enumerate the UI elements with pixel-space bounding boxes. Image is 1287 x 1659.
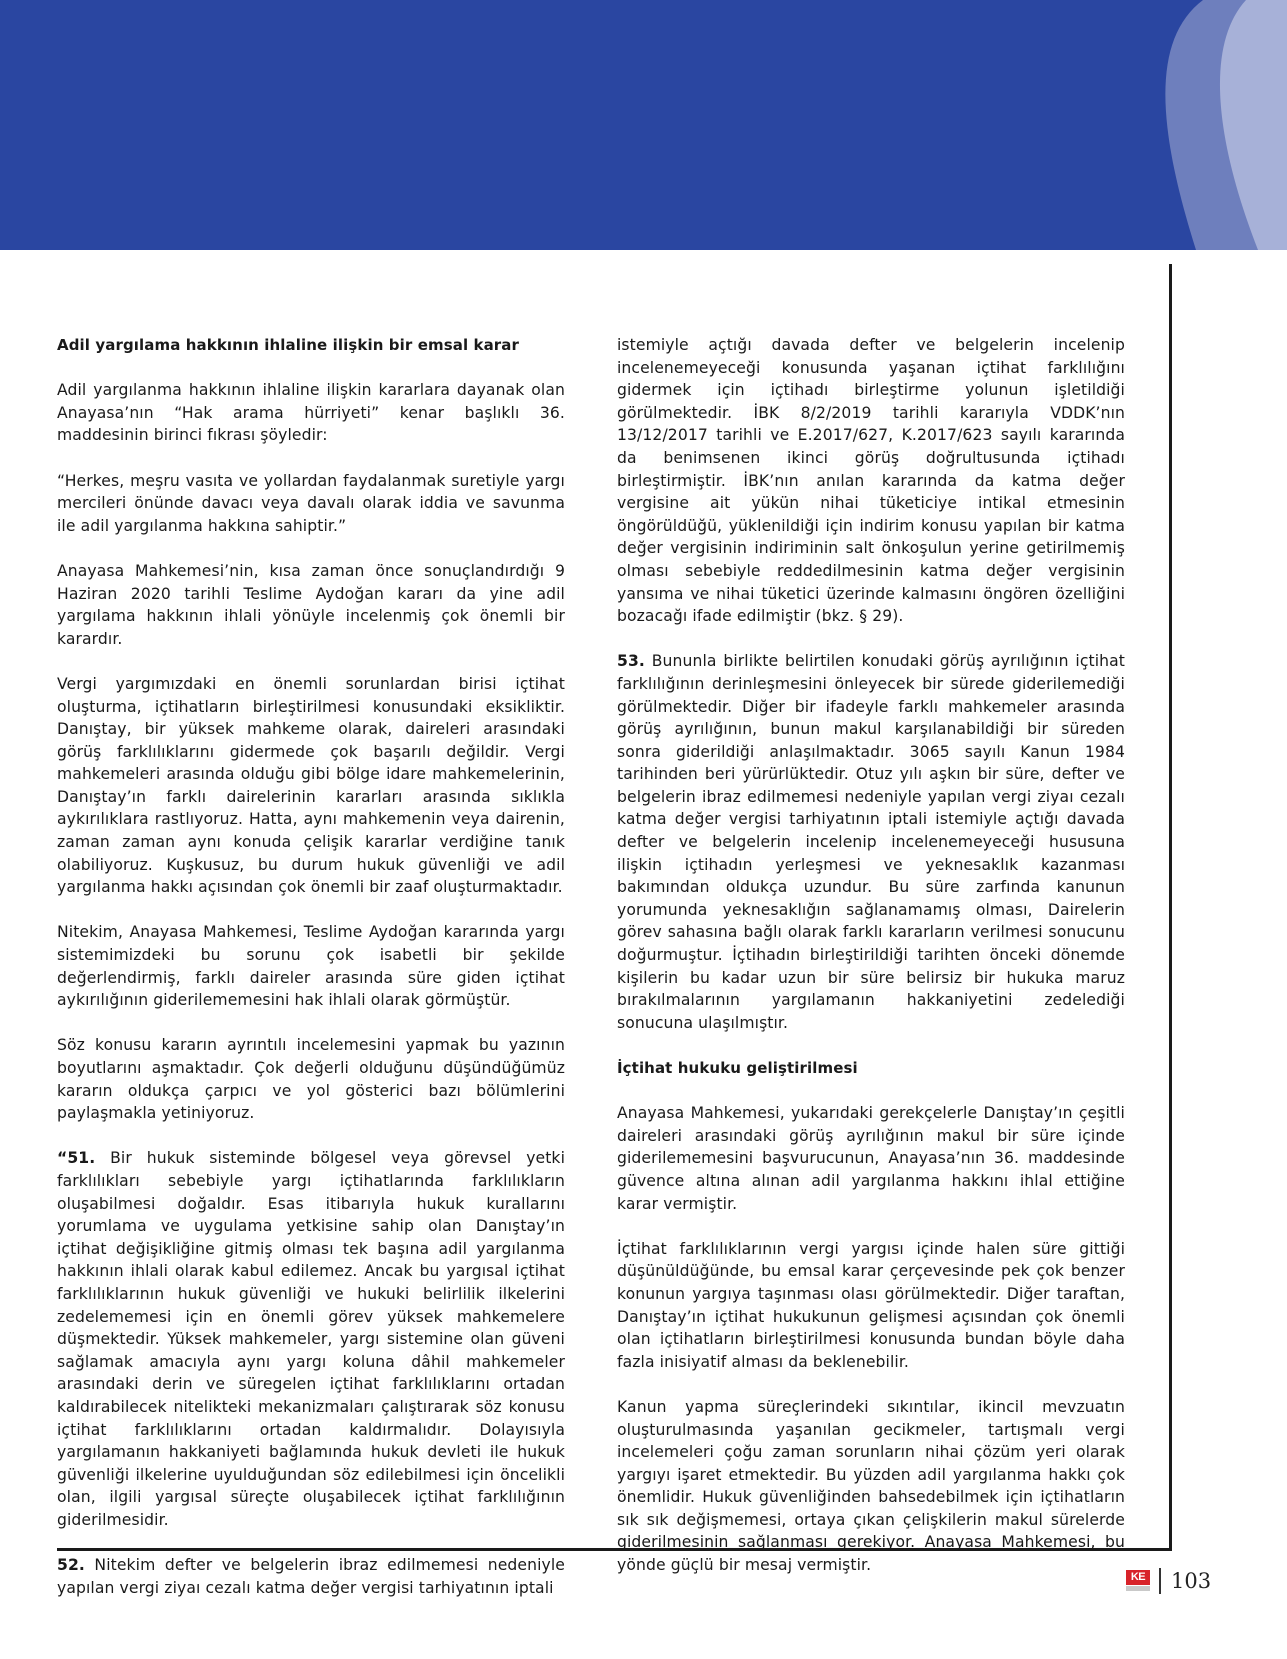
frame-right-border [1169, 264, 1172, 1550]
paragraph: Kanun yapma süreçlerindeki sıkıntılar, ikincil mevzuatın oluşturulmasında yaşanılan gecikmeler, tartışmalı vergi incelemeleri çoğu zaman sorunların nihai çözüm yeri olarak yargıyı işaret etmektedir. Bu yüzden adil yargılanma hakkı çok önemlidir. Hukuk güvenliğinden bahsedebilmek için içtihatların sık sık değişmemesi, ortaya çıkan çelişkilerin makul sürelerde giderilmesinin sağlanması gerekiyor. Anayasa Mahkemesi, bu yönde güçlü bir mesaj vermiştir. [617, 1397, 1125, 1575]
logo-text: KE [1126, 1570, 1150, 1585]
logo-subtitle-bar [1126, 1586, 1150, 1591]
paragraph-text: Nitekim defter ve belgelerin ibraz edilmemesi nedeniyle yapılan vergi ziyaı cezalı katma değer vergisi tarhiyatının iptali [57, 1556, 565, 1597]
section-heading-ictihat-hukuku: İçtihat hukuku geliştirilmesi [617, 1059, 858, 1077]
paragraph-number: 52. [57, 1556, 85, 1575]
paragraph: Anayasa Mahkemesi’nin, kısa zaman önce sonuçlandırdığı 9 Haziran 2020 tarihli Teslime Aydoğan kararı da yine adil yargılama hakkının ihlali yönüyle incelenmiş çok önemli bir karardır. [57, 561, 565, 648]
publisher-logo-icon [1126, 1570, 1150, 1592]
paragraph-text: Bir hukuk sisteminde bölgesel veya görevsel yetki farklılıkları sebebiyle yargı içtihatlarında farklılıkların oluşabilmesi doğaldır. Esas itibarıyla hukuk kurallarını yorumlama ve uygulama yetkisine sahip olan Danıştay’ın içtihat değişikliğine gitmiş olması tek başına adil yargılanma hakkının ihlali olarak kabul edilemez. Ancak bu yargısal içtihat farklılıklarının hukuk güvenliği ve hukuki belirlilik ilkelerini zedelememesi için en önemli görev yüksek mahkemelere düşmektedir. Yüksek mahkemeler, yargı sistemine olan güveni sağlamak amacıyla aynı yargı koluna dâhil mahkemeler arasındaki derin ve süregelen içtihat farklılıklarını ortadan kaldırabilecek nitelikteki mekanizmaları çalıştırarak söz konusu içtihat farklılıklarını ortadan kaldırmalıdır. Dolayısıyla yargılamanın hakkaniyeti bağlamında hukuk devleti ile hukuk güvenliği ilkelerine uyulduğundan söz edilebilmesi için öncelikli olan, ilgili yargısal süreçte oluşabilecek içtihat farklılığının giderilmesidir. [57, 1149, 565, 1529]
left-column [57, 334, 565, 1622]
right-column [617, 334, 1125, 1599]
quoted-decision-paragraph-52 [57, 1554, 565, 1599]
paragraph-text: Bununla birlikte belirtilen konudaki görüş ayrılığının içtihat farklılığının derinleşmesini önleyecek bir sürede giderilemediği görülmektedir. Diğer bir ifadeyle farklı mahkemeler arasında görüş ayrılığının, bunun makul karşılanabildiği bir süreden sonra giderildiği anlaşılmaktadır. 3065 sayılı Kanun 1984 tarihinden beri yürürlüktedir. Otuz yılı aşkın bir süre, defter ve belgelerin ibraz edilmemesi nedeniyle yapılan vergi ziyaı cezalı katma değer vergisi tarhiyatının iptali istemiyle açtığı davada defter ve belgelerin incelenip incelenemeyeceği hususuna ilişkin içtihadın yerleşmesi ve yeknesaklık kazanması bakımından oldukça uzundur. Bu süre zarfında kanunun yorumunda yeknesaklığın sağlanamamış olması, Dairelerin görev sahasına bağlı olarak farklı kararların verilmesi sonucunu doğurmuştur. İçtihadın birleştirildiği tarihten önceki dönemde kişilerin bu kadar uzun bir süre belirsiz bir hukuka maruz bırakılmalarının yargılamanın hakkaniyetini zedelediği sonucuna ulaşılmıştır. [617, 652, 1125, 1032]
paragraph: istemiyle açtığı davada defter ve belgelerin incelenip incelenemeyeceği konusunda yaşanan içtihat farklılığını gidermek için içtihadı birleştirme yolunun işletildiği görülmektedir. İBK 8/2/2019 tarihli kararıyla VDDK’nın 13/12/2017 tarihli ve E.2017/627, K.2017/623 sayılı kararında da benimsenen ikinci görüş doğrultusunda içtihadı birleştirmiştir. İBK’nın anılan kararında da katma değer vergisine ait yükün nihai tüketiciye intikal etmesinin öngörüldüğü, yüklenildiği için indirim konusu yapılan bir katma değer vergisinin indiriminin salt önkoşulun yerine getirilmemiş olması sebebiyle reddedilmesinin katma değer vergisinin yansıma ve nihai tüketici üzerinde kalmasını öngören özelliğini bozacağı ifade edilmiştir (bkz. § 29). [617, 336, 1125, 626]
paragraph: Adil yargılanma hakkının ihlaline ilişkin kararlara dayanak olan Anayasa’nın “Hak arama hürriyeti” kenar başlıklı 36. maddesinin birinci fıkrası şöyledir: [57, 381, 565, 445]
paragraph: Söz konusu kararın ayrıntılı incelemesini yapmak bu yazının boyutlarını aşmaktadır. Çok değerli olduğunu düşündüğümüz kararın oldukça çarpıcı ve yol gösterici bazı bölümlerini paylaşmakla yetiniyoruz. [57, 1036, 565, 1123]
paragraph: Nitekim, Anayasa Mahkemesi, Teslime Aydoğan kararında yargı sistemimizdeki bu sorunu çok isabetli bir şekilde değerlendirmiş, farklı daireler arasında süre giden içtihat aykırılığının giderilememesini hak ihlali olarak görmüştür. [57, 923, 565, 1010]
paragraph: Anayasa Mahkemesi, yukarıdaki gerekçelerle Danıştay’ın çeşitli daireleri arasındaki görüş ayrılığının makul bir süre içinde giderilememesini başvurucunun, Anayasa’nın 36. maddesinde güvence altına alınan adil yargılanma hakkını ihlal ettiğine karar vermiştir. [617, 1104, 1125, 1213]
quoted-decision-paragraph-51 [57, 1147, 565, 1531]
paragraph-number: “51. [57, 1149, 96, 1168]
quote-paragraph: “Herkes, meşru vasıta ve yollardan faydalanmak suretiyle yargı mercileri önünde davacı veya davalı olarak iddia ve savunma ile adil yargılanma hakkına sahiptir.” [57, 471, 565, 535]
quoted-decision-paragraph-53 [617, 650, 1125, 1034]
page-footer [1126, 1566, 1211, 1596]
section-heading-emsal-karar: Adil yargılama hakkının ihlaline ilişkin bir emsal karar [57, 336, 520, 354]
paragraph: İçtihat farklılıklarının vergi yargısı içinde halen süre gittiği düşünüldüğünde, bu emsal karar çerçevesinde pek çok benzer konunun yargıya taşınması olası görülmektedir. Diğer taraftan, Danıştay’ın içtihat hukukunun gelişmesi açısından çok önemli olan içtihatların birleştirilmesi konusunda bundan böyle daha fazla inisiyatif alması da beklenebilir. [617, 1239, 1125, 1371]
paragraph-number: 53. [617, 652, 645, 671]
banner-wave-decoration [0, 0, 1287, 250]
paragraph: Vergi yargımızdaki en önemli sorunlardan birisi içtihat oluşturma, içtihatların birleştirilmesi konusundaki eksikliktir. Danıştay, bir yüksek mahkeme olarak, daireleri arasındaki görüş farklılıklarını gidermede çok başarılı değildir. Vergi mahkemeleri arasında olduğu gibi bölge idare mahkemelerinin, Danıştay’ın farklı dairelerinin kararları arasında sıklıkla aykırılıklara rastlıyoruz. Hatta, aynı mahkemenin veya dairenin, zaman zaman aynı konuda çelişik kararlar verdiğine tanık olabiliyoruz. Kuşkusuz, bu durum hukuk güvenliği ve adil yargılanma hakkı açısından çok önemli bir zaaf oluşturmaktadır. [57, 674, 565, 897]
header-banner [0, 0, 1287, 250]
footer-divider [1159, 1568, 1161, 1594]
page-number: 103 [1171, 1569, 1212, 1593]
